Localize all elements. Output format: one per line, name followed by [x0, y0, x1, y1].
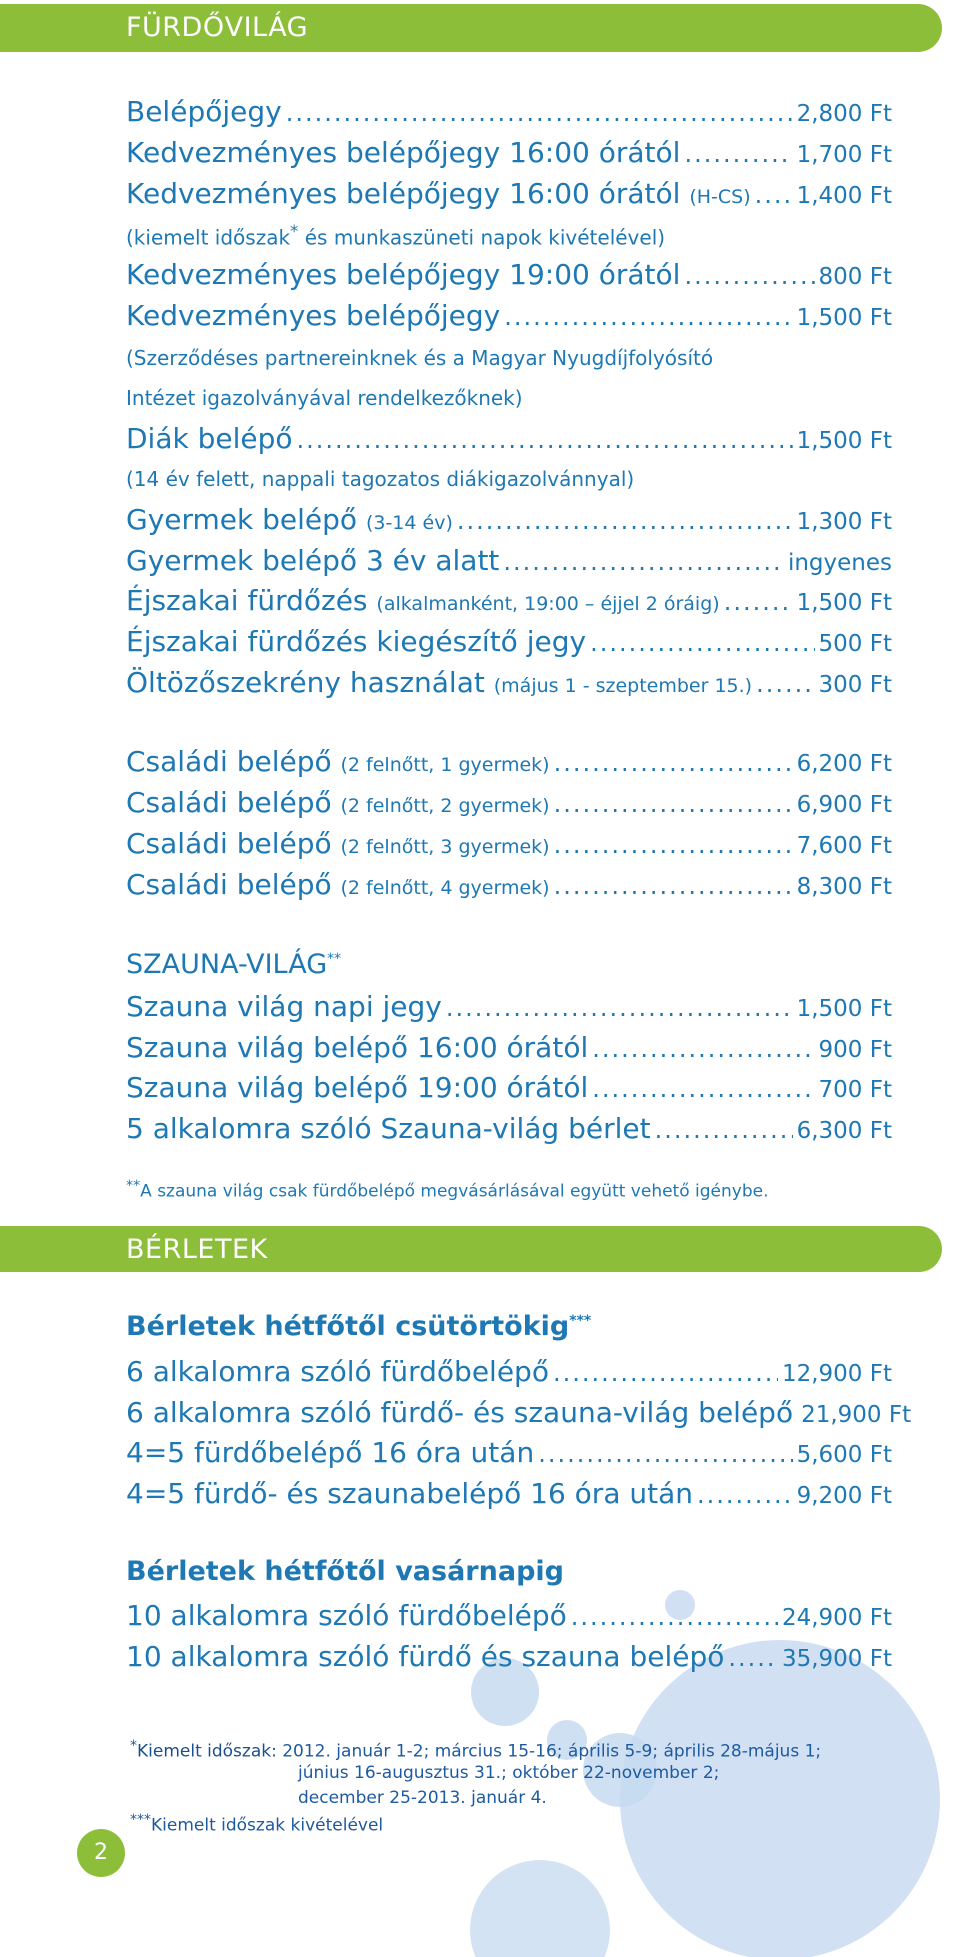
leader-dots: [538, 1434, 792, 1473]
leader-dots: [503, 542, 784, 581]
item-label: Gyermek belépő (3-14 év): [126, 503, 453, 536]
item-price: 700 Ft: [818, 1077, 892, 1103]
price-row: [126, 297, 892, 337]
item-label: Szauna világ napi jegy: [126, 990, 442, 1023]
leader-dots: [590, 623, 814, 662]
item-price: 35,900 Ft: [781, 1646, 892, 1672]
item-label: Öltözőszekrény használat (május 1 - szeptember 15.): [126, 666, 753, 699]
leader-dots: [724, 582, 793, 621]
price-row: [126, 1069, 892, 1109]
item-price: 800 Ft: [818, 264, 892, 290]
price-row: [126, 1394, 912, 1434]
leader-dots: [457, 501, 793, 540]
leader-dots: [728, 1638, 778, 1677]
szauna-note: **A szauna világ csak fürdőbelépő megvásárlásával együtt vehető igénybe.: [126, 1178, 769, 1202]
leader-dots: [684, 134, 792, 173]
price-row: [126, 825, 892, 866]
item-note: (kiemelt időszak* és munkaszüneti napok kivételével): [126, 222, 666, 250]
item-label: 10 alkalomra szóló fürdőbelépő: [126, 1599, 567, 1632]
price-row: [126, 1597, 892, 1637]
berlet-hv-heading: Bérletek hétfőtől vasárnapig: [126, 1556, 564, 1587]
item-qualifier: (2 felnőtt, 3 gyermek): [340, 836, 550, 858]
item-price: 9,200 Ft: [796, 1483, 892, 1509]
item-price: 24,900 Ft: [781, 1605, 892, 1631]
price-row: [126, 420, 892, 460]
leader-dots: [554, 825, 793, 864]
item-price: 1,500 Ft: [796, 305, 892, 331]
leader-dots: [446, 988, 793, 1027]
section-bar-berletek: [0, 1226, 942, 1272]
leader-dots: [684, 256, 814, 295]
item-price: ingyenes: [787, 550, 892, 576]
section-title-berletek: BÉRLETEK: [126, 1234, 268, 1265]
leader-dots: [553, 1353, 778, 1392]
item-price: 900 Ft: [818, 1037, 892, 1063]
item-qualifier: (2 felnőtt, 1 gyermek): [340, 754, 550, 776]
item-label: Kedvezményes belépőjegy 16:00 órától (H-CS): [126, 177, 751, 210]
item-price: 1,400 Ft: [796, 183, 892, 209]
leader-dots: [592, 1069, 814, 1108]
leader-dots: [592, 1029, 814, 1068]
leader-dots: [655, 1110, 793, 1149]
item-note: (14 év felett, nappali tagozatos diákigazolvánnyal): [126, 467, 635, 491]
section-bar-furdovilag: [0, 4, 942, 52]
item-price: 1,500 Ft: [796, 590, 892, 616]
footnote-kiemelt: *Kiemelt időszak: 2012. január 1-2; március 15-16; április 5-9; április 28-május 1;: [130, 1738, 822, 1762]
footnote-kivetel: ***Kiemelt időszak kivételével: [130, 1812, 384, 1836]
price-row: [126, 1353, 892, 1393]
price-row: [126, 664, 892, 705]
leader-dots: [286, 93, 793, 132]
item-qualifier: (május 1 - szeptember 15.): [493, 675, 753, 697]
item-qualifier: (2 felnőtt, 4 gyermek): [340, 877, 550, 899]
price-row: [126, 784, 892, 825]
item-price: 6,300 Ft: [796, 1118, 892, 1144]
price-row: [126, 1638, 892, 1678]
item-price: 12,900 Ft: [781, 1361, 892, 1387]
price-row: [126, 1029, 892, 1069]
item-price: 300 Ft: [818, 672, 892, 698]
price-row: [126, 501, 892, 542]
item-price: 6,900 Ft: [796, 792, 892, 818]
price-row: [126, 1434, 892, 1474]
price-row: [126, 582, 892, 623]
leader-dots: [504, 297, 792, 336]
berlet-hcs-heading: Bérletek hétfőtől csütörtökig***: [126, 1311, 592, 1342]
price-row: [126, 93, 892, 133]
footnote-line: június 16-augusztus 31.; október 22-november 2;: [298, 1763, 720, 1783]
leader-dots: [756, 664, 814, 703]
item-label: Kedvezményes belépőjegy 16:00 órától: [126, 136, 681, 169]
item-price: 6,200 Ft: [796, 751, 892, 777]
item-label: 5 alkalomra szóló Szauna-világ bérlet: [126, 1112, 651, 1145]
leader-dots: [571, 1597, 778, 1636]
szauna-heading: SZAUNA-VILÁG**: [126, 949, 342, 980]
price-row: [126, 175, 892, 216]
item-note: Intézet igazolványával rendelkezőknek): [126, 386, 523, 410]
item-label: Családi belépő (2 felnőtt, 3 gyermek): [126, 827, 550, 860]
item-label: 6 alkalomra szóló fürdő- és szauna-világ belépő: [126, 1396, 794, 1429]
item-price: 7,600 Ft: [796, 833, 892, 859]
price-row: [126, 542, 892, 582]
item-label: 4=5 fürdőbelépő 16 óra után: [126, 1436, 535, 1469]
item-label: Családi belépő (2 felnőtt, 4 gyermek): [126, 868, 550, 901]
item-label: Kedvezményes belépőjegy 19:00 órától: [126, 258, 681, 291]
item-label: Családi belépő (2 felnőtt, 2 gyermek): [126, 786, 550, 819]
item-label: Éjszakai fürdőzés kiegészítő jegy: [126, 625, 587, 658]
price-row: [126, 134, 892, 174]
leader-dots: [297, 420, 793, 459]
item-label: Szauna világ belépő 16:00 órától: [126, 1031, 589, 1064]
item-price: 1,500 Ft: [796, 428, 892, 454]
item-label: 10 alkalomra szóló fürdő és szauna belépő: [126, 1640, 725, 1673]
price-row: [126, 988, 892, 1028]
item-label: Diák belépő: [126, 422, 293, 455]
footnote-line: december 25-2013. január 4.: [298, 1788, 547, 1808]
item-label: Szauna világ belépő 19:00 órától: [126, 1071, 589, 1104]
item-label: 4=5 fürdő- és szaunabelépő 16 óra után: [126, 1477, 693, 1510]
price-row: [126, 256, 892, 296]
item-price: 500 Ft: [818, 631, 892, 657]
leader-dots: [697, 1475, 793, 1514]
item-label: Családi belépő (2 felnőtt, 1 gyermek): [126, 745, 550, 778]
section-title-furdovilag: FÜRDŐVILÁG: [126, 12, 309, 43]
item-price: 1,700 Ft: [796, 142, 892, 168]
item-label: Kedvezményes belépőjegy: [126, 299, 501, 332]
leader-dots: [554, 743, 793, 782]
item-label: Gyermek belépő 3 év alatt: [126, 544, 500, 577]
item-price: 5,600 Ft: [796, 1442, 892, 1468]
leader-dots: [755, 175, 793, 214]
item-qualifier: (H-CS): [689, 186, 751, 208]
price-row: [126, 743, 892, 784]
item-label: Belépőjegy: [126, 95, 282, 128]
item-price: 2,800 Ft: [796, 101, 892, 127]
item-qualifier: (2 felnőtt, 2 gyermek): [340, 795, 550, 817]
price-row: [126, 866, 892, 907]
item-qualifier: (alkalmanként, 19:00 – éjjel 2 óráig): [376, 593, 720, 615]
item-price: 1,500 Ft: [796, 996, 892, 1022]
item-qualifier: (3-14 év): [365, 512, 453, 534]
item-note: (Szerződéses partnereinknek és a Magyar Nyugdíjfolyósító: [126, 346, 714, 370]
item-label: 6 alkalomra szóló fürdőbelépő: [126, 1355, 549, 1388]
price-row: [126, 1110, 892, 1150]
price-row: [126, 1475, 892, 1515]
page-number: 2: [77, 1829, 125, 1877]
item-price: 21,900 Ft: [801, 1402, 912, 1428]
leader-dots: [554, 784, 793, 823]
item-price: 8,300 Ft: [796, 874, 892, 900]
price-row: [126, 623, 892, 663]
leader-dots: [554, 866, 793, 905]
item-price: 1,300 Ft: [796, 509, 892, 535]
item-label: Éjszakai fürdőzés (alkalmanként, 19:00 – éjjel 2 óráig): [126, 584, 720, 617]
